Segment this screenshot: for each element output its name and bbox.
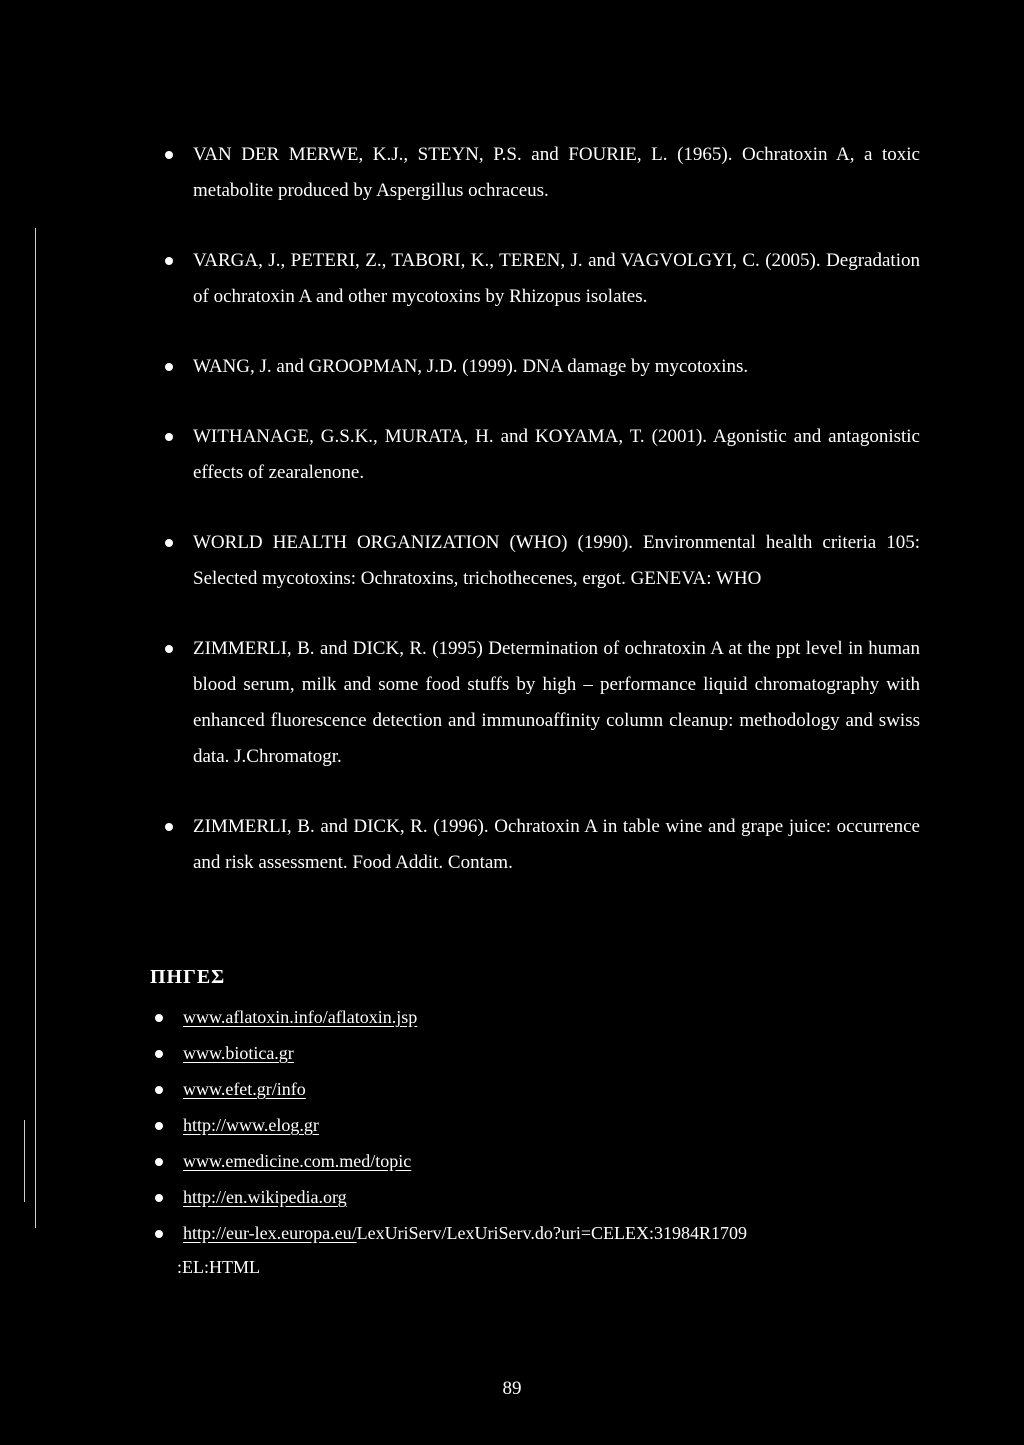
reference-item — [150, 809, 920, 881]
source-link[interactable]: http://eur-lex.europa.eu/ — [183, 1223, 357, 1243]
bullet-icon — [165, 645, 173, 653]
reference-item — [150, 419, 920, 491]
bullet-icon — [165, 151, 173, 159]
left-margin-rule-short — [24, 1120, 25, 1202]
source-link-continuation: :EL:HTML — [177, 1257, 260, 1277]
bullet-icon — [155, 1050, 163, 1058]
bullet-icon — [165, 257, 173, 265]
sources-list — [150, 1005, 870, 1291]
reference-list — [150, 137, 920, 915]
source-link-rest: LexUriServ/LexUriServ.do?uri=CELEX:31984R1709 — [356, 1223, 747, 1243]
bullet-icon — [155, 1122, 163, 1130]
reference-item — [150, 243, 920, 315]
reference-text: ZIMMERLI, B. and DICK, R. (1996). Ochratoxin A in table wine and grape juice: occurrence and risk assessment. Food Addit. Contam. — [193, 816, 920, 873]
bullet-icon — [155, 1086, 163, 1094]
reference-item — [150, 631, 920, 775]
source-item — [150, 1149, 870, 1173]
source-link[interactable]: http://www.elog.gr — [183, 1115, 319, 1135]
reference-text: VAN DER MERWE, K.J., STEYN, P.S. and FOURIE, L. (1965). Ochratoxin A, a toxic metabolite produced by Aspergillus ochraceus. — [193, 144, 920, 201]
source-item — [150, 1185, 870, 1209]
bullet-icon — [155, 1230, 163, 1238]
source-item — [150, 1077, 870, 1101]
reference-text: WANG, J. and GROOPMAN, J.D. (1999). DNA damage by mycotoxins. — [193, 356, 749, 377]
sources-heading: ΠΗΓΕΣ — [150, 966, 226, 988]
source-item — [150, 1221, 870, 1279]
bullet-icon — [155, 1194, 163, 1202]
page-number: 89 — [502, 1378, 522, 1399]
bullet-icon — [155, 1158, 163, 1166]
source-item — [150, 1005, 870, 1029]
reference-text: VARGA, J., PETERI, Z., TABORI, K., TEREN, J. and VAGVOLGYI, C. (2005). Degradation of ochratoxin A and other mycotoxins by Rhizopus isolates. — [193, 250, 920, 307]
source-link[interactable]: www.emedicine.com.med/topic — [183, 1151, 412, 1171]
reference-text: WITHANAGE, G.S.K., MURATA, H. and KOYAMA, T. (2001). Agonistic and antagonistic effects of zearalenone. — [193, 426, 920, 483]
reference-text: WORLD HEALTH ORGANIZATION (WHO) (1990). Environmental health criteria 105: Selected mycotoxins: Ochratoxins, trichothecenes, ergot. GENEVA: WHO — [193, 532, 920, 589]
source-link[interactable]: www.biotica.gr — [183, 1043, 294, 1063]
reference-item — [150, 349, 920, 385]
source-item — [150, 1041, 870, 1065]
bullet-icon — [165, 539, 173, 547]
bullet-icon — [165, 363, 173, 371]
bullet-icon — [165, 433, 173, 441]
reference-item — [150, 137, 920, 209]
source-link[interactable]: www.efet.gr/info — [183, 1079, 306, 1099]
source-link[interactable]: www.aflatoxin.info/aflatoxin.jsp — [183, 1007, 418, 1027]
bullet-icon — [165, 823, 173, 831]
reference-text: ZIMMERLI, B. and DICK, R. (1995) Determination of ochratoxin A at the ppt level in human blood serum, milk and some food stuffs by high – performance liquid chromatography with enhanced fluorescence detection and immunoaffinity column cleanup: methodology and swiss data. J.Chromatogr. — [193, 638, 920, 767]
reference-item — [150, 525, 920, 597]
source-item — [150, 1113, 870, 1137]
left-margin-rule — [35, 228, 36, 1228]
source-link[interactable]: http://en.wikipedia.org — [183, 1187, 347, 1207]
bullet-icon — [155, 1014, 163, 1022]
